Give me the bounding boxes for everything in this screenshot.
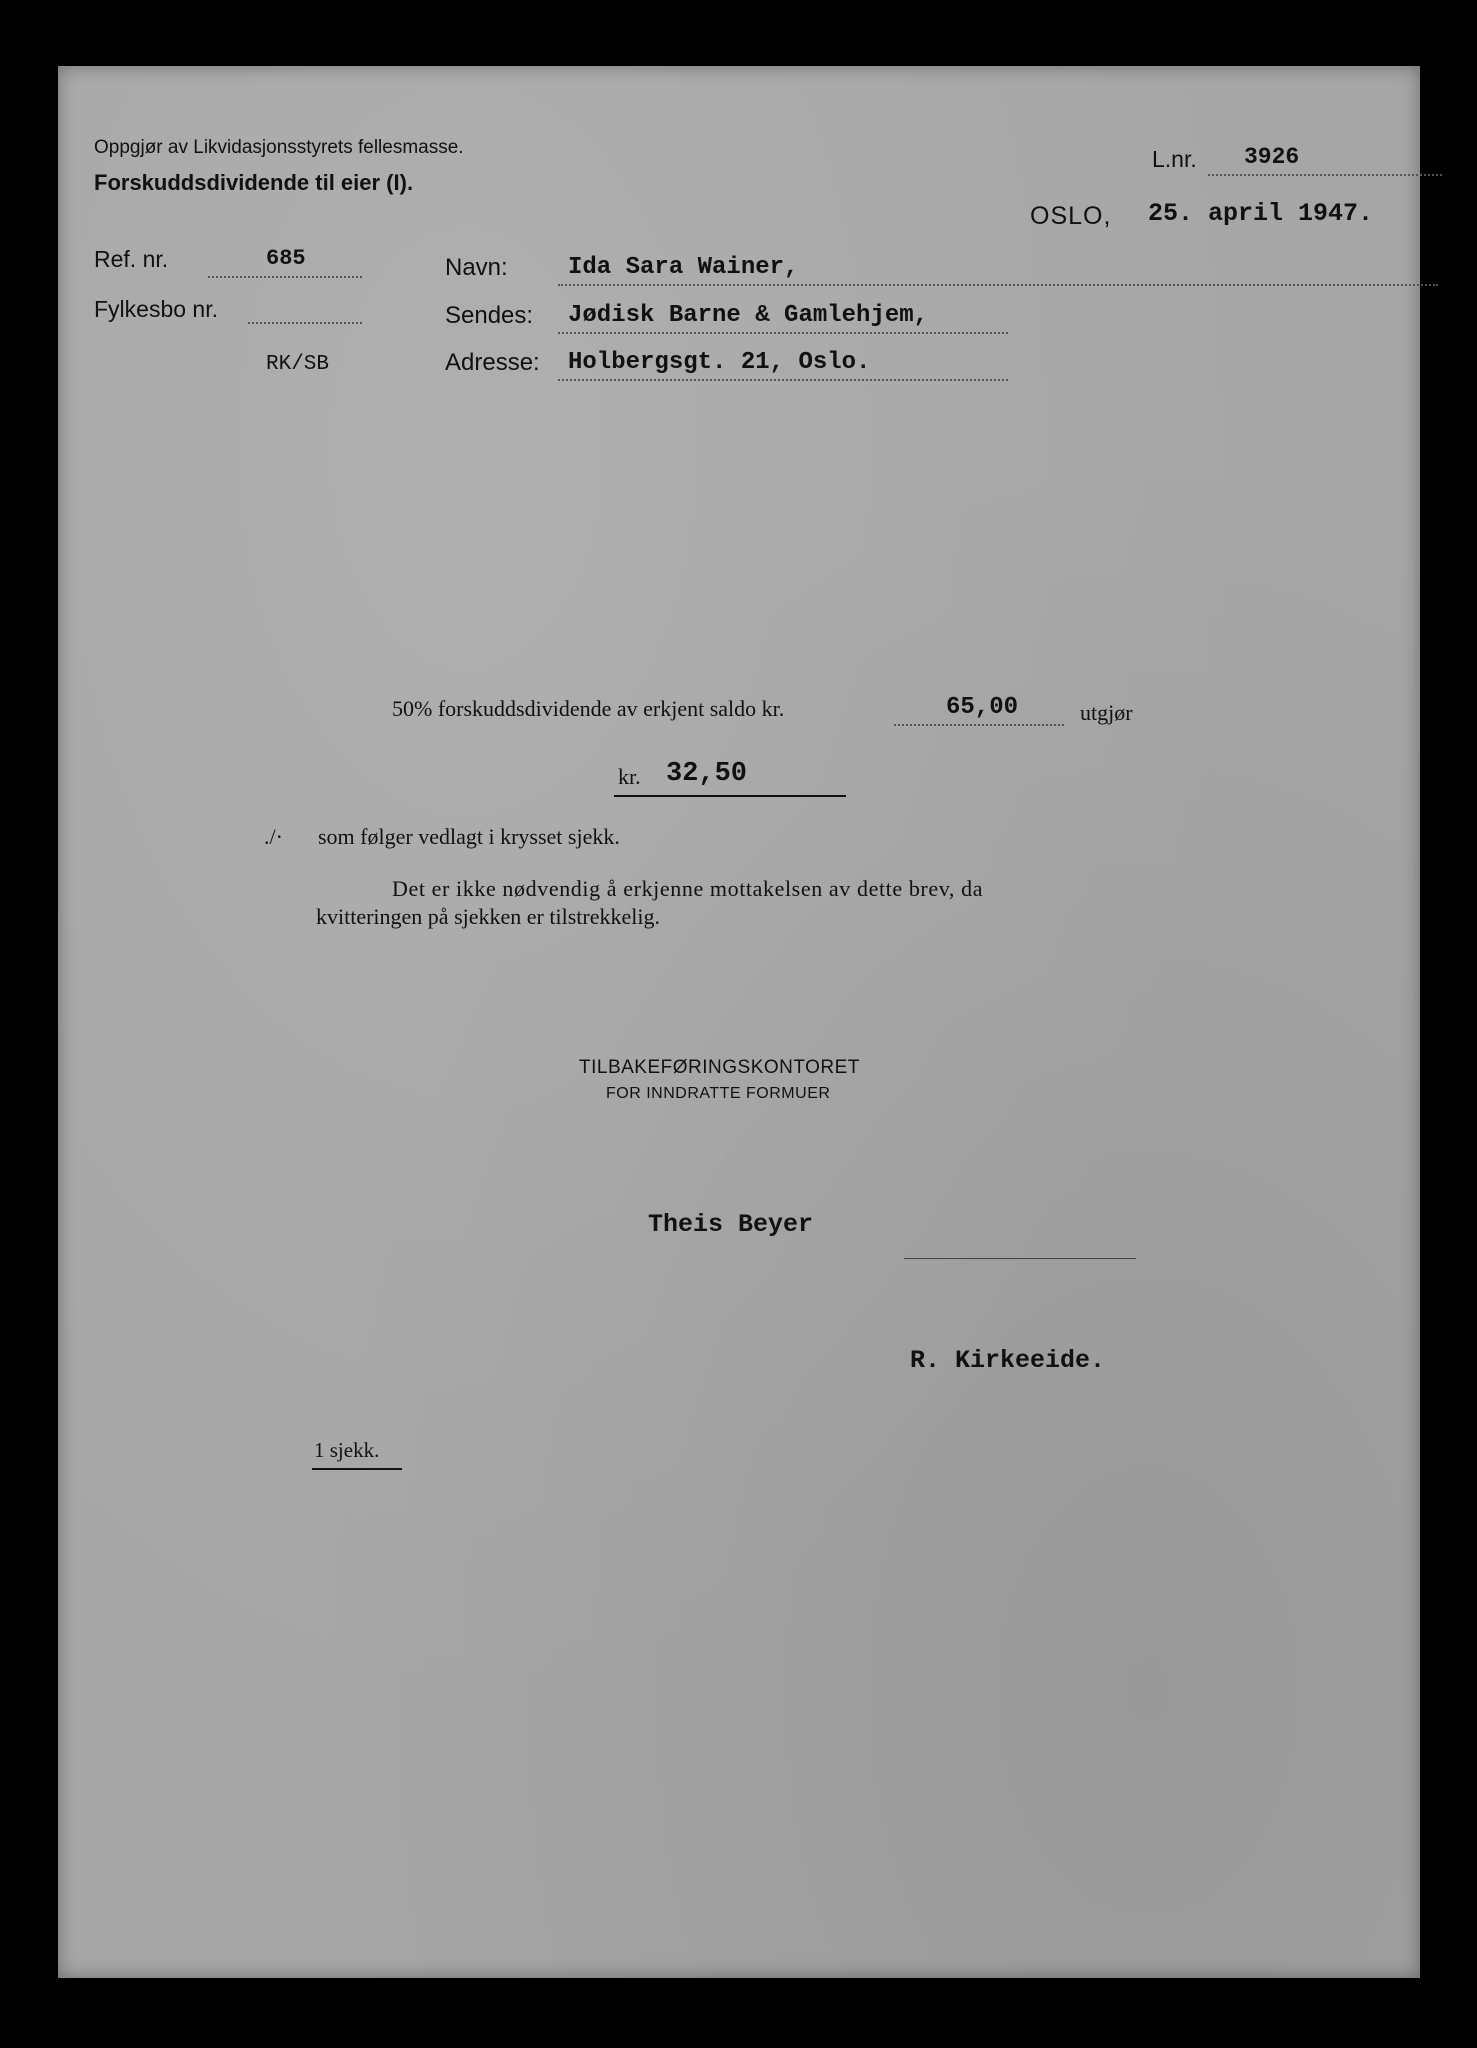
dividend-text: 50% forskuddsdividende av erkjent saldo kr. xyxy=(392,696,785,721)
navn-label: Navn: xyxy=(445,254,508,281)
office-subtitle: FOR INNDRATTE FORMUER xyxy=(606,1085,831,1102)
sendes-label: Sendes: xyxy=(445,302,534,329)
sendes-value: Jødisk Barne & Gamlehjem, xyxy=(568,302,929,329)
ref-label: Ref. nr. xyxy=(94,246,169,272)
navn-dotted-line xyxy=(558,284,1438,286)
city-label: OSLO, xyxy=(1030,202,1112,230)
paper-sheet xyxy=(58,66,1420,1978)
signature-first: Theis Beyer xyxy=(648,1210,814,1239)
office-name: TILBAKEFØRINGSKONTORET xyxy=(579,1057,860,1078)
header-line-2: Forskuddsdividende til eier (I). xyxy=(94,170,414,195)
fylkesbo-label: Fylkesbo nr. xyxy=(94,296,218,322)
total-value: 32,50 xyxy=(666,759,748,789)
adresse-dotted-line xyxy=(558,379,1008,381)
utgjor-text: utgjør xyxy=(1080,700,1133,725)
fylkesbo-dotted-line xyxy=(248,322,362,324)
sendes-dotted-line xyxy=(558,332,1008,334)
attachment-note: 1 sjekk. xyxy=(314,1438,380,1462)
signature-line xyxy=(904,1258,1136,1259)
saldo-value: 65,00 xyxy=(946,694,1019,721)
initials: RK/SB xyxy=(266,353,330,376)
total-underline xyxy=(614,795,846,797)
lnr-label: L.nr. xyxy=(1152,146,1197,172)
navn-value: Ida Sara Wainer, xyxy=(568,254,799,281)
enclosure-mark: ./· xyxy=(264,824,283,849)
total-label: kr. xyxy=(618,764,641,789)
header-line-1: Oppgjør av Likvidasjonsstyrets fellesmasse. xyxy=(94,137,464,158)
ref-value: 685 xyxy=(266,246,306,271)
lnr-dotted-line xyxy=(1208,174,1442,176)
lnr-value: 3926 xyxy=(1244,144,1300,170)
attachment-underline xyxy=(312,1468,402,1470)
enclosure-text: som følger vedlagt i krysset sjekk. xyxy=(318,824,620,849)
adresse-label: Adresse: xyxy=(445,349,540,376)
paragraph-line-1: Det er ikke nødvendig å erkjenne mottakelsen av dette brev, da xyxy=(392,876,984,901)
signature-second: R. Kirkeeide. xyxy=(910,1346,1106,1375)
paragraph-line-2: kvitteringen på sjekken er tilstrekkelig. xyxy=(316,904,660,929)
ref-dotted-line xyxy=(208,276,362,278)
letter-date: 25. april 1947. xyxy=(1148,199,1374,228)
adresse-value: Holbergsgt. 21, Oslo. xyxy=(568,349,871,376)
saldo-dotted-line xyxy=(894,724,1064,726)
